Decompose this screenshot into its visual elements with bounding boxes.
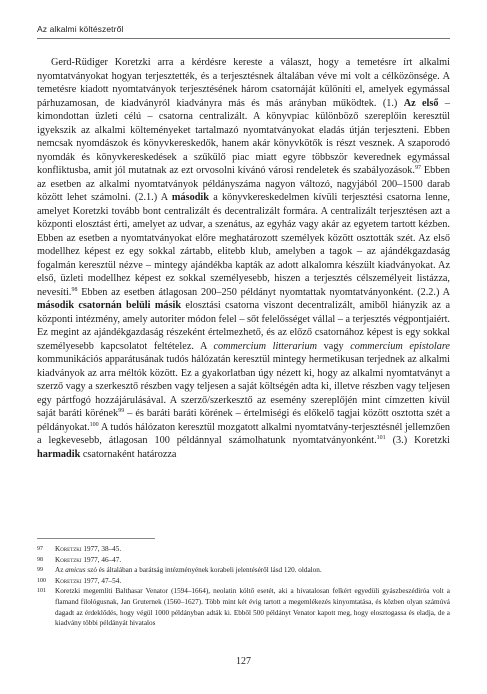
footnote-text [55,555,450,566]
text-run: 1977, 46–47. [81,555,122,564]
body-paragraph [37,56,450,461]
footnote [37,544,450,555]
text-run: – kimondottan üzleti célú – csatorna centralizált. A könyvpiac különböző szereplőin keresztül igyekszik az alkalmi költeményeket tartalmazó nyomtatványokat eladás útján terjeszteni. Ebben nemcsak nyomdászok és könyvkereskedők, hanem akár könyvkötők is részt vesznek. A szaporodó nyomdák és könyvkereskedések a szűkülő piac miatt egyre többször keverednek egymással konfliktusba, amit jól mutatnak az ezt orvosolni kívánó városi rendeletek és szabályozások. [37,97,451,176]
footnote-text [55,576,450,587]
bold-term: második [171,192,209,203]
header-rule [37,38,450,39]
footnote-number: 101 [37,588,46,595]
footnote-text [55,544,450,555]
text-run: Ebben az esetben átlagosan 200–250 példányt nyomtattak nyomtatványonként. (2.2.) A [77,286,450,298]
footnote-number: 97 [37,546,43,552]
text-run: Ebben az esetben az alkalmi nyomtatványok példányszáma nagyon változó, nagyjából 200–1500 darab között lehet számolni. (2.1.) A [37,165,450,203]
footnote-ref-99[interactable]: 99 [118,408,125,414]
italic-term: amicus [65,566,86,575]
footnotes [37,544,450,629]
text-run: csatornaként határozza [80,448,177,460]
bold-term: harmadik [37,448,81,460]
text-run: – és baráti baráti körének – értelmiségi és előkelő tagjai között osztotta szét a példányokat. [37,408,450,433]
italic-term: commercium epistolare [350,340,450,352]
footnote [37,576,450,587]
footnote [37,555,450,566]
text-run: vagy [317,340,351,352]
text-run: a könyvkereskedelmen kívüli terjesztési csatorna lenne, amelyet Koretzki tovább bont centralizált és decentralizált formára. A centralizált terjesztésen azt a központi elosztást érti, amelyet az udvar, a szenátus, az egyház vagy akár az egyetem tartott kézben. Ebben az esetben a nyomtatványokat előre meghatározott személyek között osztották szét. Az első modellhez képest ez egy sokkal zártabb, elitebb klub, amelyben a tagok – az ajándékgazdaság fogalmán keresztül nézve – mintegy ajándékba kapták az adott alkalomra készült kiadványokat. Az első, üzleti modellhez képest ez sokkal személyesebb, hiszen a terjesztés célszemélyeit listázza, nevesíti. [37,192,450,298]
text-run: Koretzki megemlíti Balthasar Venator (1594–1664), neolatin költő esetét, aki a hivatalosan felkért egyedüli gyászbeszédíróa volt a flamand filológusnak, Jan Gruternek (1560–1627). Több mint két évig tartott a megemlékezés kinyomtatása, és közben olyan számúvá dagadt az érdeklődés, hogy végül 1000 példányban adták ki. Ebből 500 példányt Venator kapott meg, hogy elosztogassa és eladja, de a kiadvány többi példányát hivatalos [55,587,450,628]
footnote-number: 99 [37,567,43,574]
author-name: Koretzki [55,576,82,585]
text-run: Az [55,566,66,575]
footnote-ref-100[interactable]: 100 [89,421,99,428]
text-run: 1977, 38–45. [81,545,122,553]
text-run: kommunikációs apparátusának tudós hálózatán keresztül mintegy hermetikusan terjednek az alkalmi kiadványok az arra méltók között. Ez a gyakorlatban úgy nézett ki, hogy az alkalmi nyomtatványt a szerző vagy a szerkesztő részben vagy teljesen a saját költségén adta ki, illetve részben vagy teljesen egy pártfogó hozzájárulásával. A szerző/szerkesztő az esemény szereplőjén mint címzetten kívül saját baráti körének [37,354,450,419]
footnote-ref-98[interactable]: 98 [71,286,78,293]
bold-term: második csatornán belüli másik [37,300,182,311]
italic-term: commercium litterarium [213,340,318,352]
footnote-text [55,586,450,628]
author-name: Koretzki [55,555,82,564]
author-name: Koretzki [55,545,82,553]
bold-term: Az első [403,97,439,109]
footnote-ref-101[interactable]: 101 [376,435,386,441]
text-run: 1977, 47–54. [81,576,122,585]
footnote-text [55,565,450,576]
text-run: szó és általában a barátság intézményének korabeli jelentéséről lásd 120. oldalon. [85,566,322,575]
page-number: 127 [236,656,251,667]
text-run: elosztási csatorna viszont decentralizált, amiből hiányzik az a központi intézmény, amely autoriter módon felel – sőt felelősséget vállal – a terjesztés végpontjaiért. Ez megint az ajándékgazdaság részeként értelmezhető, és az előző csatornához képest is egy sokkal személyesebb kapcsolatot feltételez. A [37,300,450,352]
footnote-number: 100 [37,577,46,584]
main-text [37,56,450,461]
footnote-rule [37,538,155,539]
footnote [37,586,450,628]
text-run: A tudós hálózaton keresztül mozgatott alkalmi nyomtatvány-terjesztésnél jellemzően a legkevesebb, átlagosan 100 példánnyal számolhatunk nyomtatványonként. [37,421,450,446]
footnote-ref-97[interactable]: 97 [414,165,421,171]
text-run: (3.) Koretzki [385,435,451,446]
footnote-number: 98 [37,556,43,563]
footnote [37,565,450,576]
running-head: Az alkalmi költészetről [37,24,124,34]
text-run: Gerd-Rüdiger Koretzki arra a kérdésre kereste a választ, hogy a temetésre írt alkalmi nyomtatványokat hogyan terjesztették, és a terjesztésnek általában véve mi volt a célközönsége. A temetésre kiadott nyomtatványok terjesztésének három csatornáját különíti el, amelyek egymással párhuzamosan, de kiadványról kiadványra más és más arányban működtek. (1.) [37,57,450,109]
